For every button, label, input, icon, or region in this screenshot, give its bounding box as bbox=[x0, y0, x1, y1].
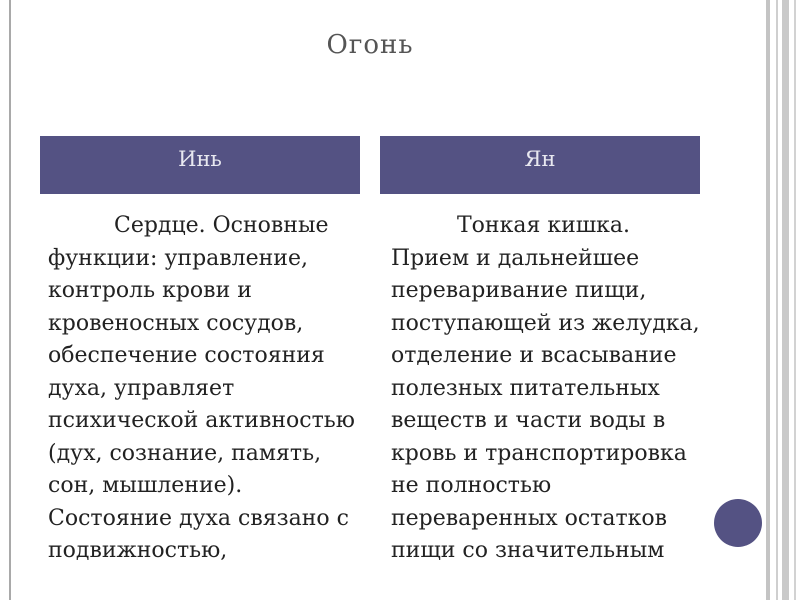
decorative-stripe bbox=[782, 0, 789, 600]
decorative-stripe bbox=[776, 0, 778, 600]
column-header-yin: Инь bbox=[40, 136, 360, 194]
slide-title: Огонь bbox=[326, 30, 414, 60]
decorative-stripe bbox=[766, 0, 770, 600]
decorative-circle bbox=[714, 499, 762, 547]
column-header-yang: Ян bbox=[380, 136, 700, 194]
column-text-yang: Тонкая кишка. Прием и дальнейшее переваривание пищи, поступающей из желудка, отделение и всасывание полезных питательных веществ и части воды в кровь и транспортировка не полностью переваренных остатков пищи со значительным bbox=[391, 213, 700, 563]
left-border-line bbox=[9, 0, 11, 600]
column-text-yin: Сердце. Основные функции: управление, контроль крови и кровеносных сосудов, обеспечение состояния духа, управляет психической активностью (дух, сознание, память, сон, мышление). Состояние духа связано с подвижностью, bbox=[48, 213, 355, 563]
decorative-stripe bbox=[794, 0, 796, 600]
